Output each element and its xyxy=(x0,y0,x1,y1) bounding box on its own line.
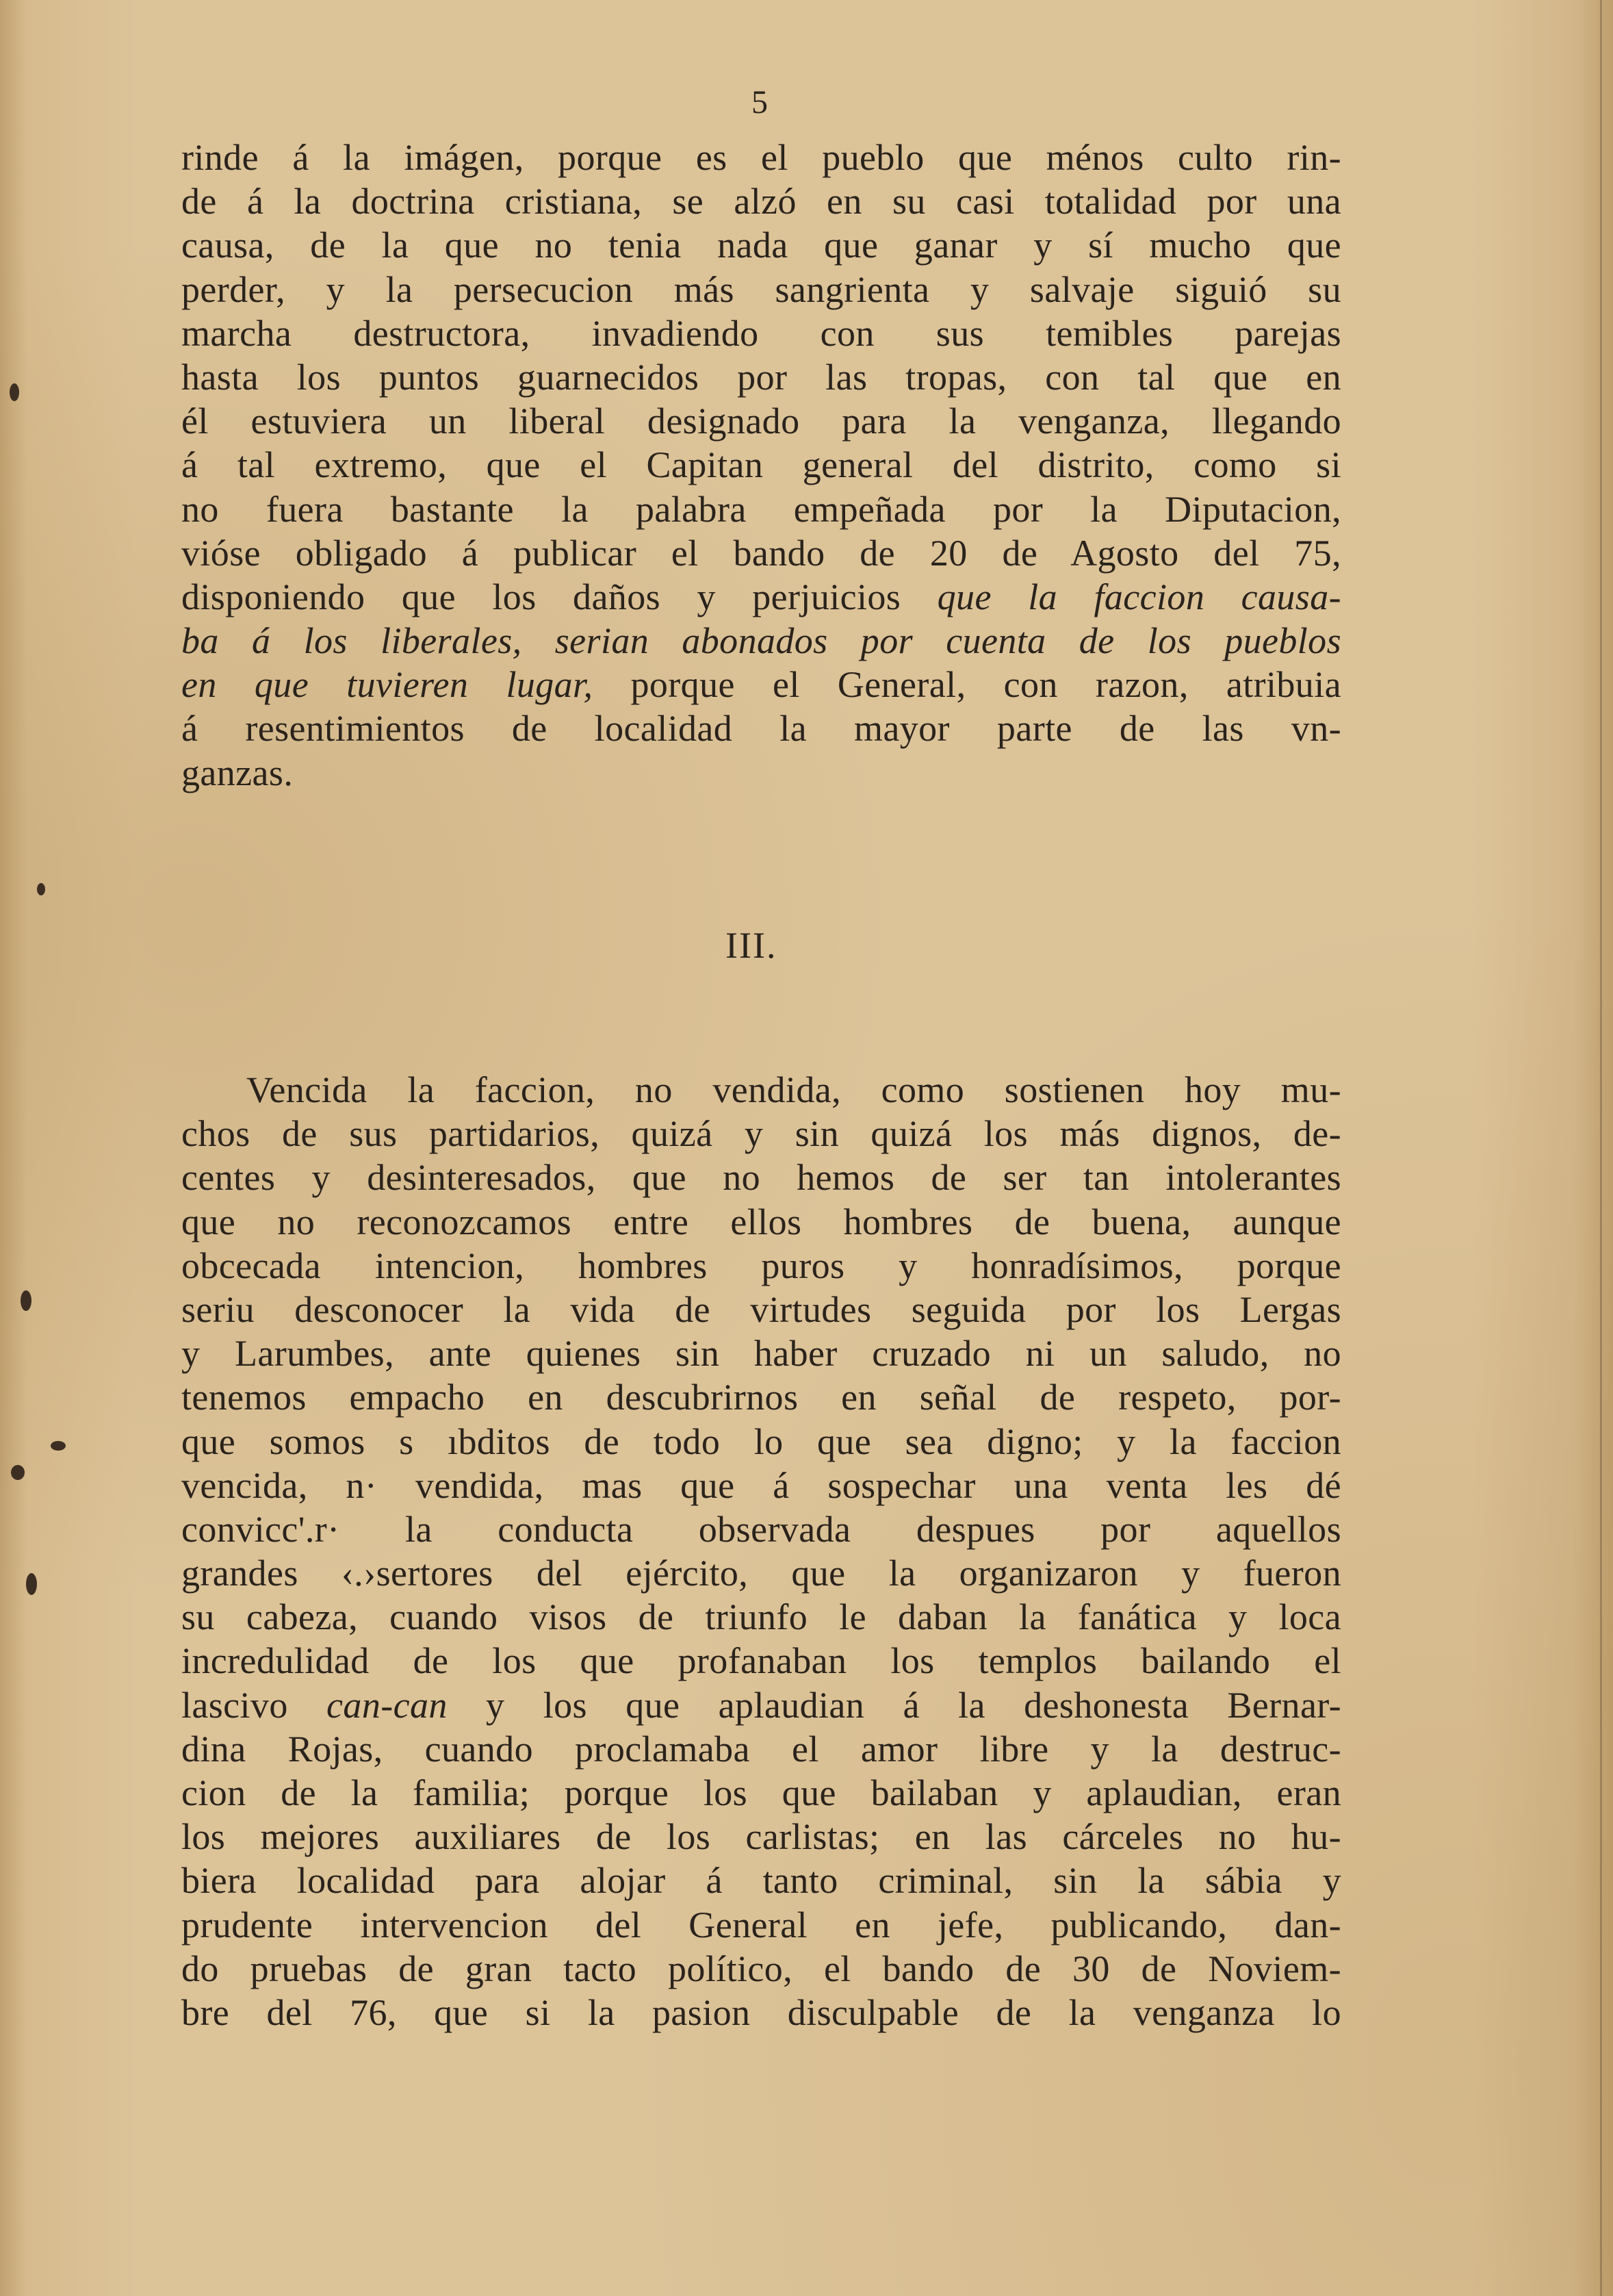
text-run: porque el General, con razon, atribuia xyxy=(593,664,1341,706)
text-line: dina Rojas, cuando proclamaba el amor libre y la destruc- xyxy=(181,1728,1341,1770)
margin-ink-mark xyxy=(11,1465,25,1480)
text-line: y Larumbes, ante quienes sin haber cruzado ni un saludo, no xyxy=(181,1333,1341,1375)
text-line: que somos s ıbditos de todo lo que sea digno; y la faccion xyxy=(181,1420,1341,1462)
margin-ink-mark xyxy=(26,1573,37,1595)
text-line: obcecada intencion, hombres puros y honradísimos, porque xyxy=(181,1245,1341,1286)
text-line: él estuviera un liberal designado para la venganza, llegando xyxy=(181,400,1341,442)
text-line-mixed xyxy=(181,1683,1341,1727)
page-edge-line xyxy=(1600,0,1602,2296)
text-line: los mejores auxiliares de los carlistas; en las cárceles no hu- xyxy=(181,1816,1341,1858)
page-number: 5 xyxy=(751,84,768,120)
text-line: Vencida la faccion, no vendida, como sostienen hoy mu- xyxy=(246,1069,1341,1110)
text-line: su cabeza, cuando visos de triunfo le daban la fanática y loca xyxy=(181,1596,1341,1638)
text-line: chos de sus partidarios, quizá y sin quizá los más dignos, de- xyxy=(181,1113,1341,1155)
text-line: tenemos empacho en descubrirnos en señal de respeto, por- xyxy=(181,1377,1341,1418)
text-line-italic xyxy=(181,619,1341,663)
text-line: á resentimientos de localidad la mayor parte de las vn- xyxy=(181,708,1341,750)
margin-ink-mark xyxy=(21,1290,31,1311)
italic-run: que la faccion causa- xyxy=(937,576,1342,617)
paragraph-1 xyxy=(181,136,1341,795)
text-line: do pruebas de gran tacto político, el bando de 30 de Noviem- xyxy=(181,1948,1341,1989)
text-line: causa, de la que no tenia nada que ganar y sí mucho que xyxy=(181,225,1341,266)
text-run: lascivo xyxy=(181,1684,327,1726)
margin-ink-mark xyxy=(51,1441,66,1451)
text-line: que no reconozcamos entre ellos hombres de buena, aunque xyxy=(181,1201,1341,1242)
margin-ink-mark xyxy=(10,383,19,401)
text-line: bre del 76, que si la pasion disculpable de la venganza lo xyxy=(181,1991,1341,2033)
italic-run: can-can xyxy=(326,1684,448,1726)
section-heading: III. xyxy=(725,925,777,966)
text-line-mixed xyxy=(181,575,1341,619)
paragraph-2 xyxy=(181,1068,1341,2034)
text-line-mixed xyxy=(181,663,1341,706)
italic-run: en que tuvieren lugar, xyxy=(181,664,593,706)
margin-ink-mark xyxy=(37,883,45,895)
text-line: incredulidad de los que profanaban los templos bailando el xyxy=(181,1640,1341,1682)
text-line: ganzas. xyxy=(181,752,294,793)
text-line: cion de la familia; porque los que bailaban y aplaudian, eran xyxy=(181,1772,1341,1813)
text-line: grandes ‹.›sertores del ejército, que la organizaron y fueron xyxy=(181,1553,1341,1594)
text-line: perder, y la persecucion más sangrienta y salvaje siguió su xyxy=(181,268,1341,310)
text-run: y los que aplaudian á la deshonesta Bernar- xyxy=(447,1684,1341,1726)
text-line: de á la doctrina cristiana, se alzó en su casi totalidad por una xyxy=(181,181,1341,222)
text-line: á tal extremo, que el Capitan general del distrito, como si xyxy=(181,444,1341,486)
text-line: rinde á la imágen, porque es el pueblo que ménos culto rin- xyxy=(181,137,1341,178)
text-line: hasta los puntos guarnecidos por las tropas, con tal que en xyxy=(181,356,1341,398)
text-line: no fuera bastante la palabra empeñada por la Diputacion, xyxy=(181,488,1341,530)
italic-run: ba á los liberales, serian abonados por cuenta de los pueblos xyxy=(181,620,1341,662)
text-line: convicc'.r· la conducta observada despues por aquellos xyxy=(181,1508,1341,1550)
text-line: biera localidad para alojar á tanto criminal, sin la sábia y xyxy=(181,1860,1341,1902)
text-line: prudente intervencion del General en jefe, publicando, dan- xyxy=(181,1904,1341,1946)
text-line: seriu desconocer la vida de virtudes seguida por los Lergas xyxy=(181,1288,1341,1330)
text-run: disponiendo que los daños y perjuicios xyxy=(181,576,938,617)
text-line: vióse obligado á publicar el bando de 20 de Agosto del 75, xyxy=(181,532,1341,574)
text-line: vencida, n· vendida, mas que á sospechar una venta les dé xyxy=(181,1464,1341,1506)
text-line: centes y desinteresados, que no hemos de ser tan intolerantes xyxy=(181,1157,1341,1199)
text-line: marcha destructora, invadiendo con sus temibles parejas xyxy=(181,312,1341,354)
